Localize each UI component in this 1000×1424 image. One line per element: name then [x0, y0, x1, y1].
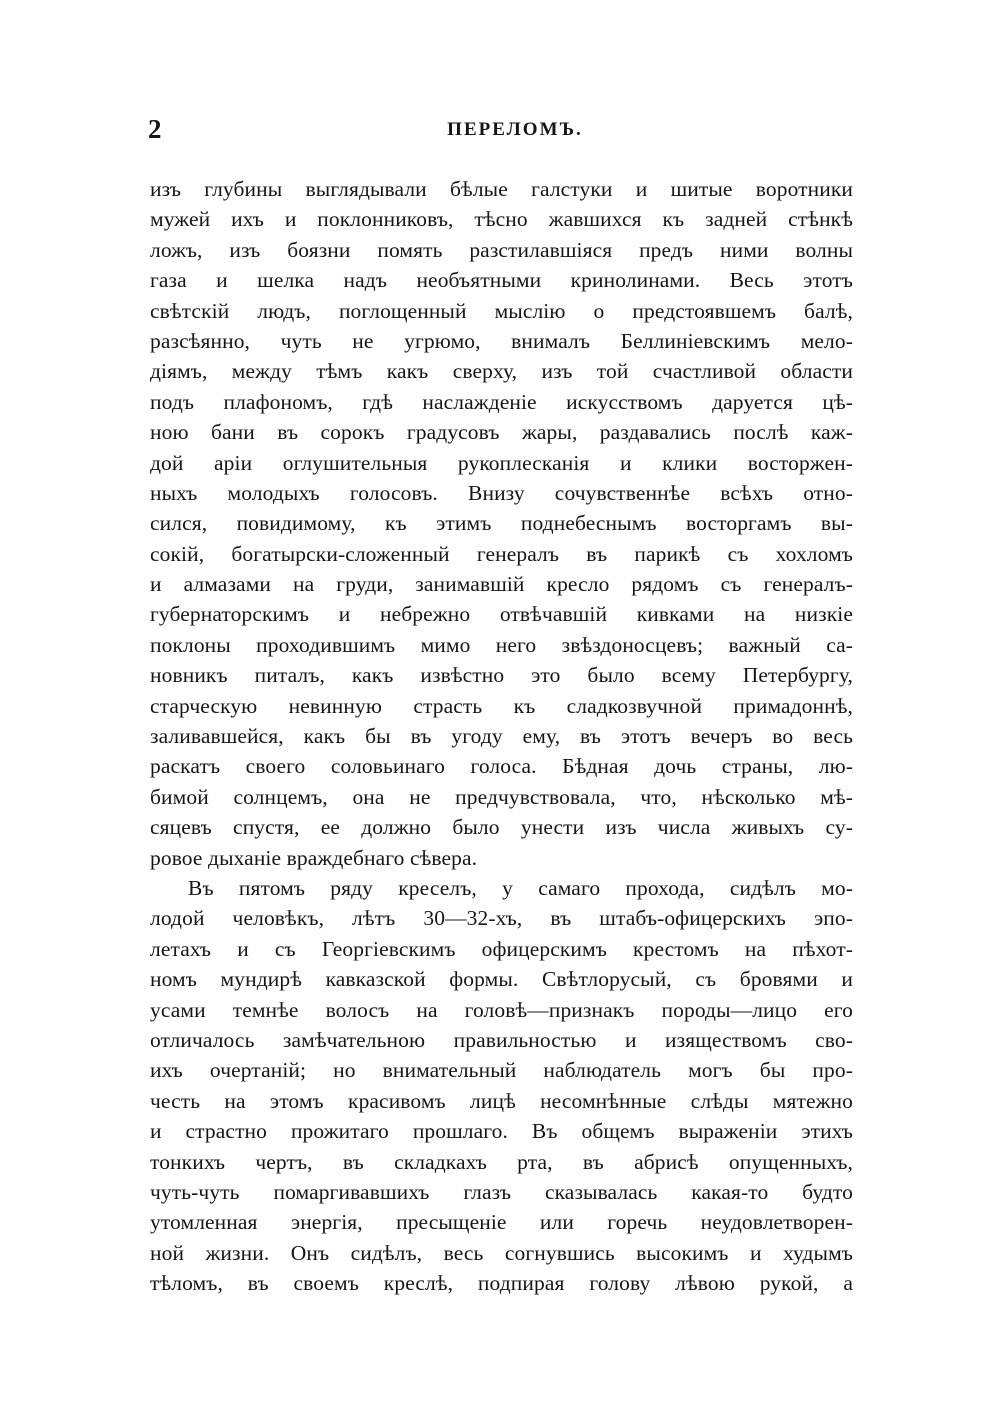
text-line: губернаторскимъ и небрежно отвѣчавшій кивками на низкіе: [150, 602, 853, 627]
text-line: подъ плафономъ, гдѣ наслажденіе искусствомъ даруется цѣ-: [150, 389, 853, 414]
text-line: заливавшейся, какъ бы въ угоду ему, въ этотъ вечеръ во весь: [150, 724, 853, 749]
text-line: старческую невинную страсть къ сладкозвучной примадоннѣ,: [150, 693, 853, 718]
text-line: сяцевъ спустя, ее должно было унести изъ числа живыхъ су-: [150, 815, 853, 840]
text-line: мужей ихъ и поклонниковъ, тѣсно жавшихся къ задней стѣнкѣ: [150, 207, 853, 232]
text-line: и страстно прожитаго прошлаго. Въ общемъ выраженіи этихъ: [150, 1119, 853, 1144]
body-text: [150, 174, 853, 1298]
text-line: усами темнѣе волосъ на головѣ—признакъ породы—лицо его: [150, 997, 853, 1022]
text-line: тѣломъ, въ своемъ креслѣ, подпирая голову лѣвою рукой, а: [150, 1271, 853, 1296]
page-number: 2: [148, 114, 162, 144]
paragraph: [150, 873, 853, 1298]
text-line: летахъ и съ Георгіевскимъ офицерскимъ крестомъ на пѣхот-: [150, 936, 853, 961]
text-line: бимой солнцемъ, она не предчувствовала, что, нѣсколько мѣ-: [150, 784, 853, 809]
text-line: діямъ, между тѣмъ какъ сверху, изъ той счастливой области: [150, 359, 853, 384]
text-line: разсѣянно, чуть не угрюмо, внималъ Беллиніевскимъ мело-: [150, 328, 853, 353]
text-line: новникъ питалъ, какъ извѣстно это было всему Петербургу,: [150, 663, 853, 688]
text-line: честь на этомъ красивомъ лицѣ несомнѣнные слѣды мятежно: [150, 1088, 853, 1113]
text-line: ною бани въ сорокъ градусовъ жары, раздавались послѣ каж-: [150, 420, 853, 445]
text-line: тонкихъ чертъ, въ складкахъ рта, въ абрисѣ опущенныхъ,: [150, 1149, 853, 1174]
text-line: и алмазами на груди, занимавшій кресло рядомъ съ генералъ-: [150, 572, 853, 597]
text-line: ихъ очертаній; но внимательный наблюдатель могъ бы про-: [150, 1058, 853, 1083]
paragraph: [150, 174, 853, 873]
text-line: дой аріи оглушительныя рукоплесканія и клики восторжен-: [150, 450, 853, 475]
text-line: отличалось замѣчательною правильностью и изяществомъ сво-: [150, 1027, 853, 1052]
text-line: лодой человѣкъ, лѣтъ 30—32-хъ, въ штабъ-офицерскихъ эпо-: [150, 906, 853, 931]
page-header: [148, 112, 854, 146]
text-line: сокій, богатырски-сложенный генералъ въ парикѣ съ хохломъ: [150, 541, 853, 566]
running-title: ПЕРЕЛОМЪ.: [447, 119, 583, 140]
text-line: Въ пятомъ ряду креселъ, у самаго прохода, сидѣлъ мо-: [188, 875, 853, 900]
text-line: ныхъ молодыхъ голосовъ. Внизу сочувственнѣе всѣхъ отно-: [150, 480, 853, 505]
text-line: сился, повидимому, къ этимъ поднебеснымъ восторгамъ вы-: [150, 511, 853, 536]
text-line: поклоны проходившимъ мимо него звѣздоносцевъ; важный са-: [150, 632, 853, 657]
text-line: ровое дыханіе враждебнаго сѣвера.: [150, 845, 478, 870]
text-line: чуть-чуть помаргивавшихъ глазъ сказывалась какая-то будто: [150, 1179, 853, 1204]
text-line: газа и шелка надъ необъятными кринолинами. Весь этотъ: [150, 268, 853, 293]
text-line: свѣтскій людъ, поглощенный мыслію о предстоявшемъ балѣ,: [150, 298, 853, 323]
text-line: ложъ, изъ боязни помять разстилавшіяся предъ ними волны: [150, 237, 853, 262]
text-line: номъ мундирѣ кавказской формы. Свѣтлорусый, съ бровями и: [150, 967, 853, 992]
text-line: раскатъ своего соловьинаго голоса. Бѣдная дочь страны, лю-: [150, 754, 853, 779]
text-line: ной жизни. Онъ сидѣлъ, весь согнувшись высокимъ и худымъ: [150, 1240, 853, 1265]
text-line: изъ глубины выглядывали бѣлые галстуки и шитые воротники: [150, 177, 853, 201]
text-line: утомленная энергія, пресыщеніе или горечь неудовлетворен-: [150, 1210, 853, 1235]
